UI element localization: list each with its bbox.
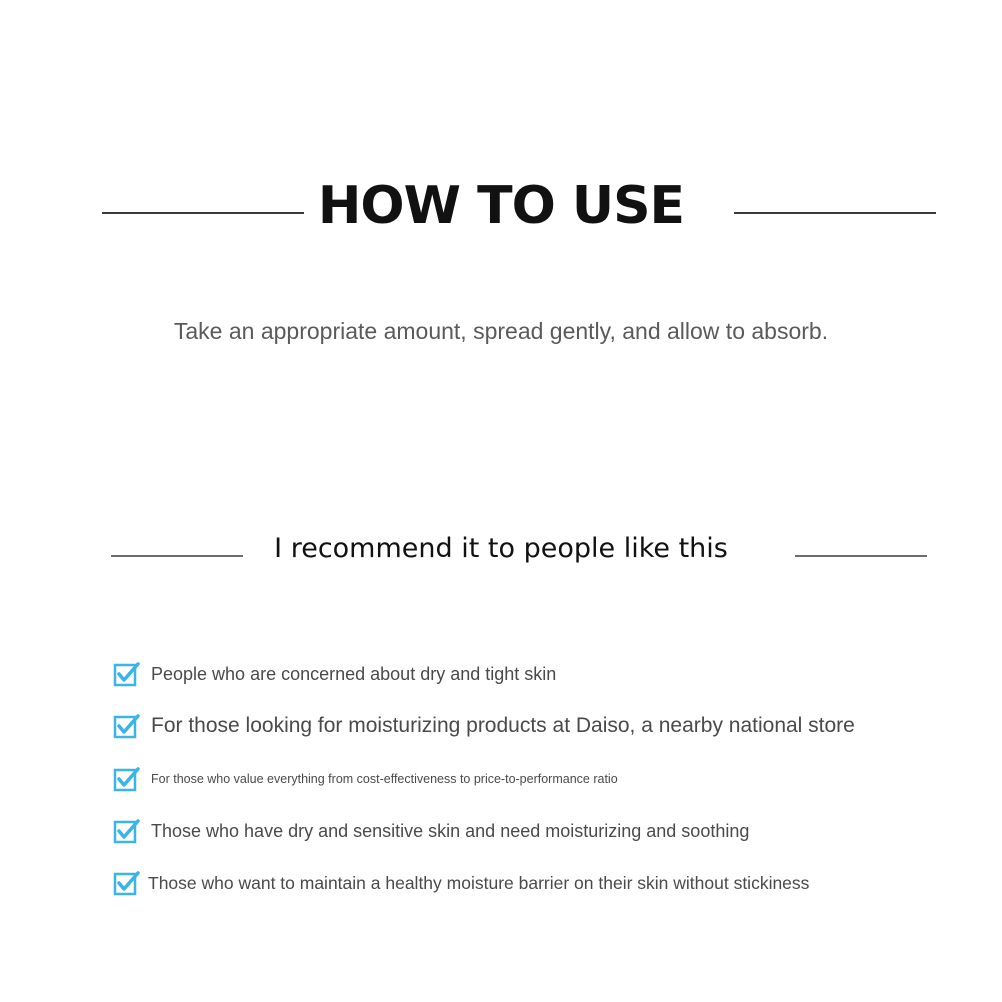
how-to-use-text: Take an appropriate amount, spread gently, and allow to absorb. bbox=[173, 318, 829, 344]
checkbox-checked-icon bbox=[113, 817, 141, 845]
list-item-text: Those who have dry and sensitive skin and need moisturizing and soothing bbox=[151, 820, 750, 841]
divider-right bbox=[734, 212, 936, 214]
list-item bbox=[113, 712, 855, 740]
list-item-text: Those who want to maintain a healthy moisture barrier on their skin without stickiness bbox=[148, 872, 810, 893]
list-item bbox=[113, 660, 556, 688]
checkbox-checked-icon bbox=[113, 712, 141, 740]
list-item-text: For those who value everything from cost-effectiveness to price-to-performance ratio bbox=[151, 772, 618, 786]
checkbox-checked-icon bbox=[113, 869, 141, 897]
list-item bbox=[113, 869, 809, 897]
checkbox-checked-icon bbox=[113, 660, 141, 688]
list-item bbox=[113, 765, 618, 793]
how-to-use-title: HOW TO USE bbox=[317, 176, 685, 236]
checkbox-checked-icon bbox=[113, 765, 141, 793]
divider-right bbox=[795, 555, 927, 557]
list-item-text: People who are concerned about dry and tight skin bbox=[151, 663, 557, 684]
list-item bbox=[113, 817, 749, 845]
recommend-title: I recommend it to people like this bbox=[274, 533, 728, 564]
list-item-text: For those looking for moisturizing products at Daiso, a nearby national store bbox=[151, 714, 855, 737]
